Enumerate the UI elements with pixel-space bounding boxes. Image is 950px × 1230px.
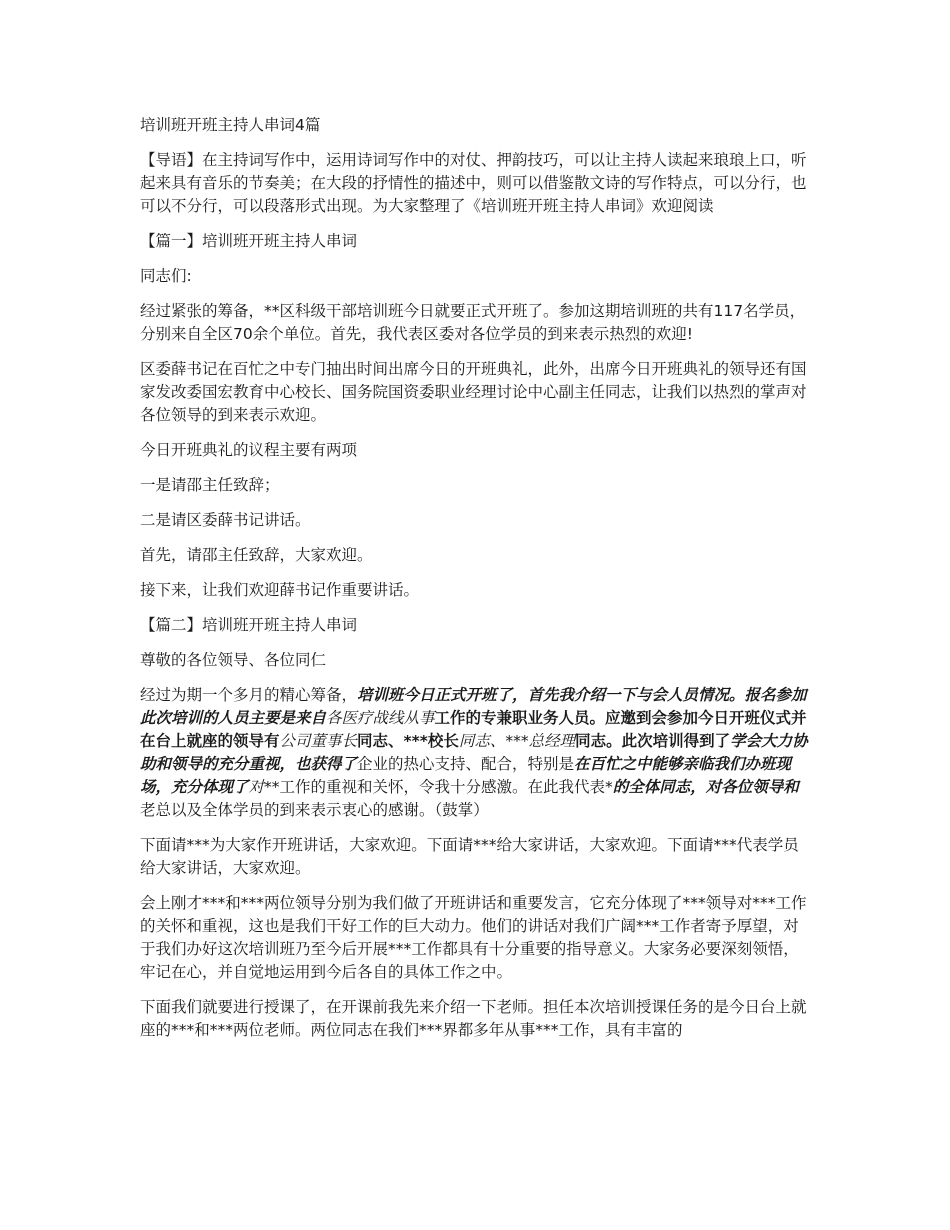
text-run-bold-italic: 在百忙之中能够亲临我们办班现场，充分体现了 [140,755,792,796]
section1-paragraph-4: 一是请邵主任致辞； [140,476,280,494]
section1-paragraph-1: 经过紧张的筹备，**区科级干部培训班今日就要正式开班了。参加这期培训班的共有117名学员，分别来自全区70余个单位。首先，我代表区委对各位学员的到来表示热烈的欢迎! [140,302,806,343]
text-run-italic: 公司董事长 [279,732,358,750]
section2-paragraph-4: 下面我们就要进行授课了，在开课前我先来介绍一下老师。担任本次培训授课任务的是今日台上就座的***和***两位老师。两位同志在我们***界都多年从事***工作，具有丰富的 [140,998,807,1039]
section1-paragraph-5: 二是请区委薛书记讲话。 [140,511,311,529]
text-run: **工作的重视和关怀，令我十分感激。在此我代表* [264,778,613,796]
text-run-bold-italic: 培训班今日正式开班了，首先我介绍一下与会人员情况。报名参加此次培训的人员主要是来自 [140,686,807,727]
section2-paragraph-2: 下面请***为大家作开班讲话，大家欢迎。下面请***给大家讲话，大家欢迎。下面请***代表学员给大家讲话，大家欢迎。 [140,836,799,877]
section1-paragraph-6: 首先，请邵主任致辞，大家欢迎。 [140,546,373,564]
text-run-italic: 同志、***总经理 [458,732,576,750]
section2-greeting: 尊敬的各位领导、各位同仁 [140,651,327,669]
section2-paragraph-1 [140,684,812,822]
section2-heading: 【篇二】培训班开班主持人串词 [140,616,358,634]
text-run: 经过为期一个多月的精心筹备， [140,686,358,704]
section1-heading: 【篇一】培训班开班主持人串词 [140,232,358,250]
text-run: 企业的热心支持、配合，特别是 [357,755,575,773]
section1-greeting: 同志们: [140,267,192,285]
text-run-italic: 对 [248,778,265,796]
section1-paragraph-2: 区委薛书记在百忙之中专门抽出时间出席今日的开班典礼，此外，出席今日开班典礼的领导还有国家发改委国宏教育中心校长、国务院国资委职业经理讨论中心副主任同志，让我们以热烈的掌声对各位领导的到来表示欢迎。 [140,360,807,424]
document-page [140,114,812,1054]
text-run-bold: 工作的专兼职业务人员。应邀到会参加今日开班仪式并在台上就座的领导有 [140,709,807,750]
text-run-bold-italic: 学会大力协助和领导的充分重视，也获得了 [140,732,808,773]
text-run: 老总以及全体学员的到来表示衷心的感谢。（鼓掌） [140,801,489,819]
text-run-bold: 同志、***校长 [357,732,459,750]
text-run-italic: 各医疗战线从事 [326,709,435,727]
text-run-bold-italic: 的全体同志，对各位领导和 [612,778,799,796]
section2-paragraph-3: 会上刚才***和***两位领导分别为我们做了开班讲话和重要发言，它充分体现了***领导对***工作的关怀和重视，这也是我们干好工作的巨大动力。他们的讲话对我们广阔***工作者寄予厚望，对于我们办好这次培训班乃至今后开展***工作都具有十分重要的指导意义。大家务必要深刻领悟，牢记在心，并自觉地运用到今后各自的具体工作之中。 [140,894,807,981]
section1-paragraph-3: 今日开班典礼的议程主要有两项 [140,441,358,459]
text-run-bold: 同志。此次培训得到了 [575,732,731,750]
document-title: 培训班开班主持人串词4篇 [140,116,321,134]
section1-paragraph-7: 接下来，让我们欢迎薛书记作重要讲话。 [140,581,420,599]
intro-paragraph: 【导语】在主持词写作中，运用诗词写作中的对仗、押韵技巧，可以让主持人读起来琅琅上口，听起来具有音乐的节奏美；在大段的抒情性的描述中，则可以借鉴散文诗的写作特点，可以分行，也可以不分行，可以段落形式出现。为大家整理了《培训班开班主持人串词》欢迎阅读 [140,151,807,215]
